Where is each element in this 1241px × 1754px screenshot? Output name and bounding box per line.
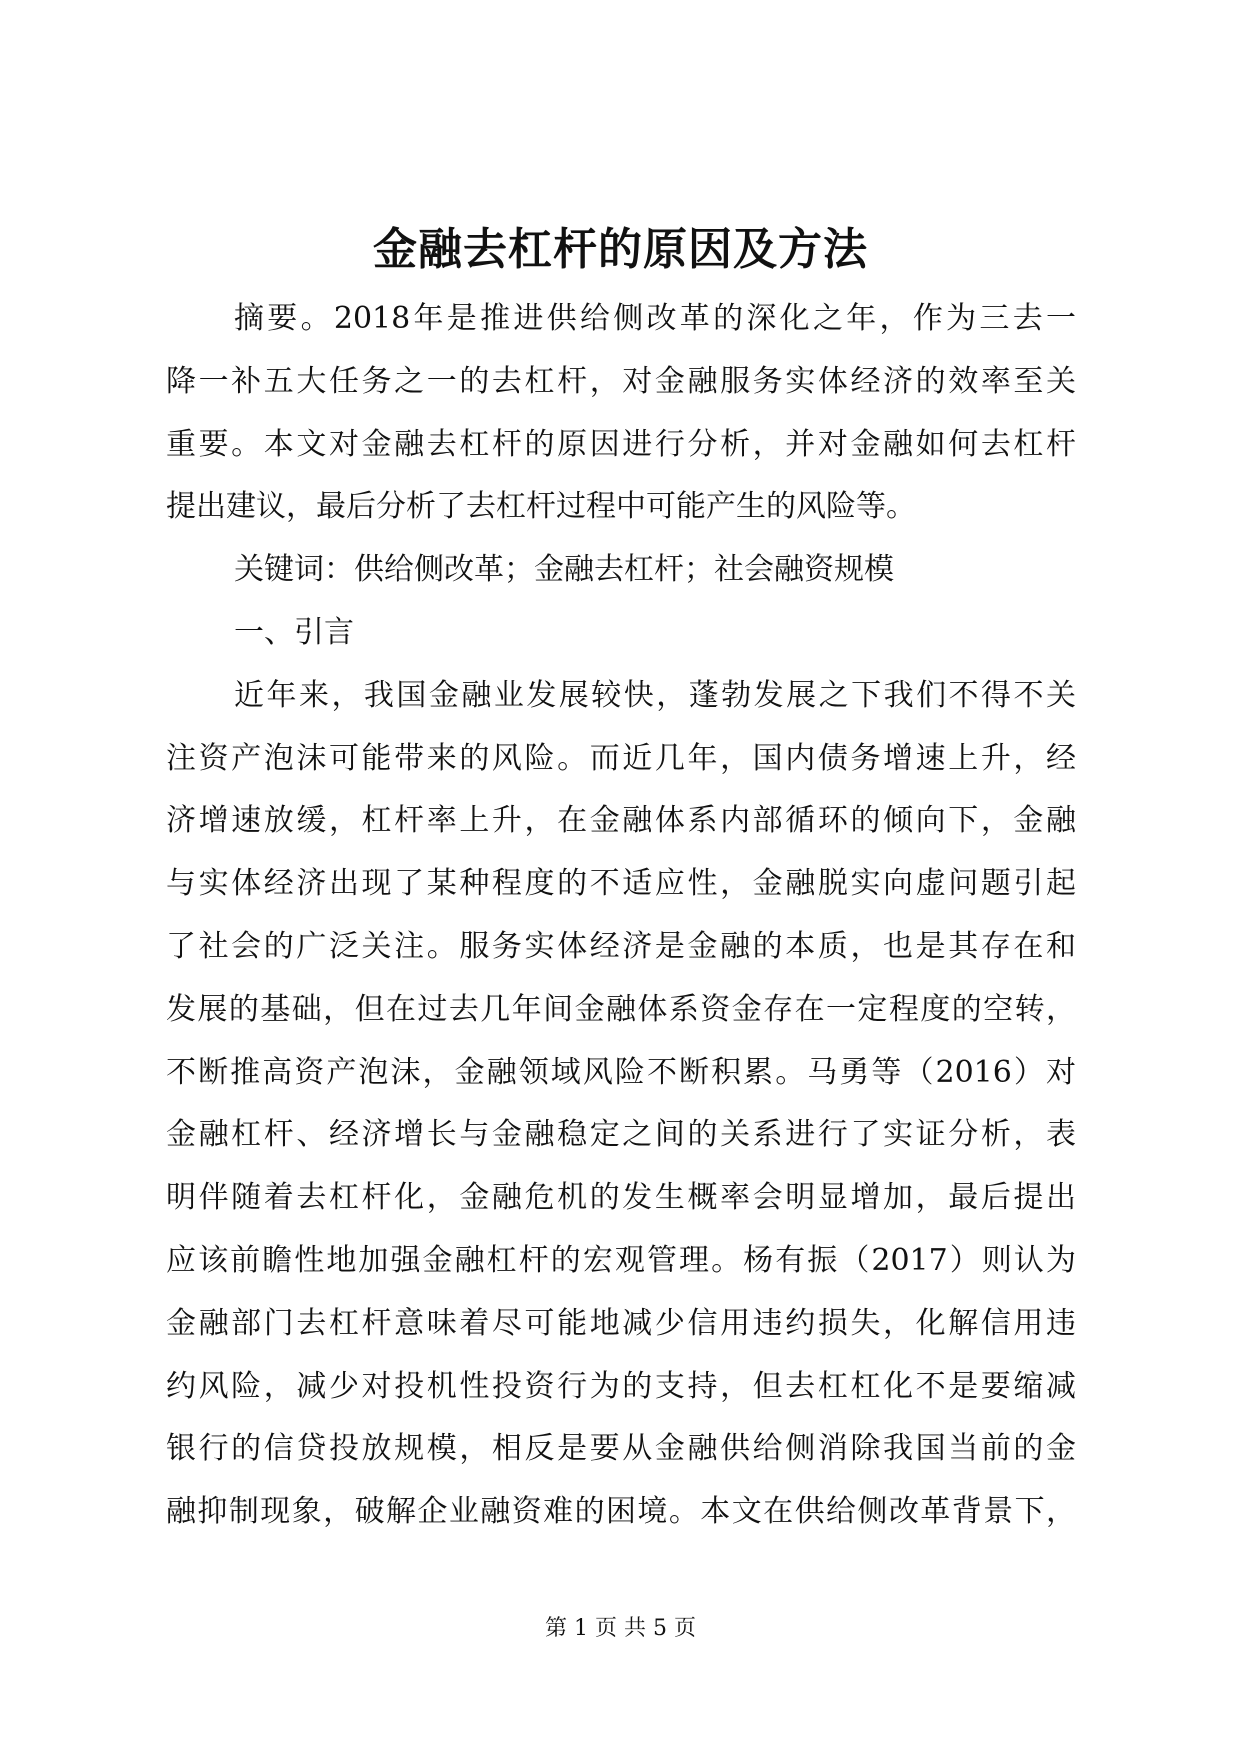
section-heading: 一、引言 xyxy=(234,614,354,650)
text-line: 降一补五大任务之一的去杠杆，对金融服务实体经济的效率至关 xyxy=(166,363,1076,399)
text-line: 注资产泡沫可能带来的风险。而近几年，国内债务增速上升，经 xyxy=(166,740,1076,776)
text-line: 金融杠杆、经济增长与金融稳定之间的关系进行了实证分析，表 xyxy=(166,1117,1076,1153)
text-line: 济增速放缓，杠杆率上升，在金融体系内部循环的倾向下，金融 xyxy=(166,803,1076,839)
text-line: 不断推高资产泡沫，金融领域风险不断积累。马勇等（2016）对 xyxy=(166,1054,1076,1090)
text-line: 近年来，我国金融业发展较快，蓬勃发展之下我们不得不关 xyxy=(234,677,1076,713)
text-line: 银行的信贷投放规模，相反是要从金融供给侧消除我国当前的金 xyxy=(166,1431,1076,1467)
text-line: 发展的基础，但在过去几年间金融体系资金存在一定程度的空转， xyxy=(166,991,1076,1027)
text-line: 重要。本文对金融去杠杆的原因进行分析，并对金融如何去杠杆 xyxy=(166,426,1076,462)
text-line: 约风险，减少对投机性投资行为的支持，但去杠杠化不是要缩减 xyxy=(166,1368,1076,1404)
text-line: 提出建议，最后分析了去杠杆过程中可能产生的风险等。 xyxy=(166,489,916,525)
text-line: 与实体经济出现了某种程度的不适应性，金融脱实向虚问题引起 xyxy=(166,866,1076,902)
text-line: 金融部门去杠杆意味着尽可能地减少信用违约损失，化解信用违 xyxy=(166,1305,1076,1341)
text-line: 明伴随着去杠杆化，金融危机的发生概率会明显增加，最后提出 xyxy=(166,1180,1076,1216)
text-line: 了社会的广泛关注。服务实体经济是金融的本质，也是其存在和 xyxy=(166,928,1076,964)
document-title: 金融去杠杆的原因及方法 xyxy=(373,224,868,275)
text-line: 摘要。2018年是推进供给侧改革的深化之年，作为三去一 xyxy=(234,301,1076,336)
document-body xyxy=(166,288,1076,1544)
text-line: 融抑制现象，破解企业融资难的困境。本文在供给侧改革背景下， xyxy=(166,1494,1076,1530)
keywords-line: 关键词：供给侧改革；金融去杠杆；社会融资规模 xyxy=(234,552,894,588)
text-line: 应该前瞻性地加强金融杠杆的宏观管理。杨有振（2017）则认为 xyxy=(166,1242,1076,1278)
page-number-footer: 第 1 页 共 5 页 xyxy=(545,1616,696,1641)
